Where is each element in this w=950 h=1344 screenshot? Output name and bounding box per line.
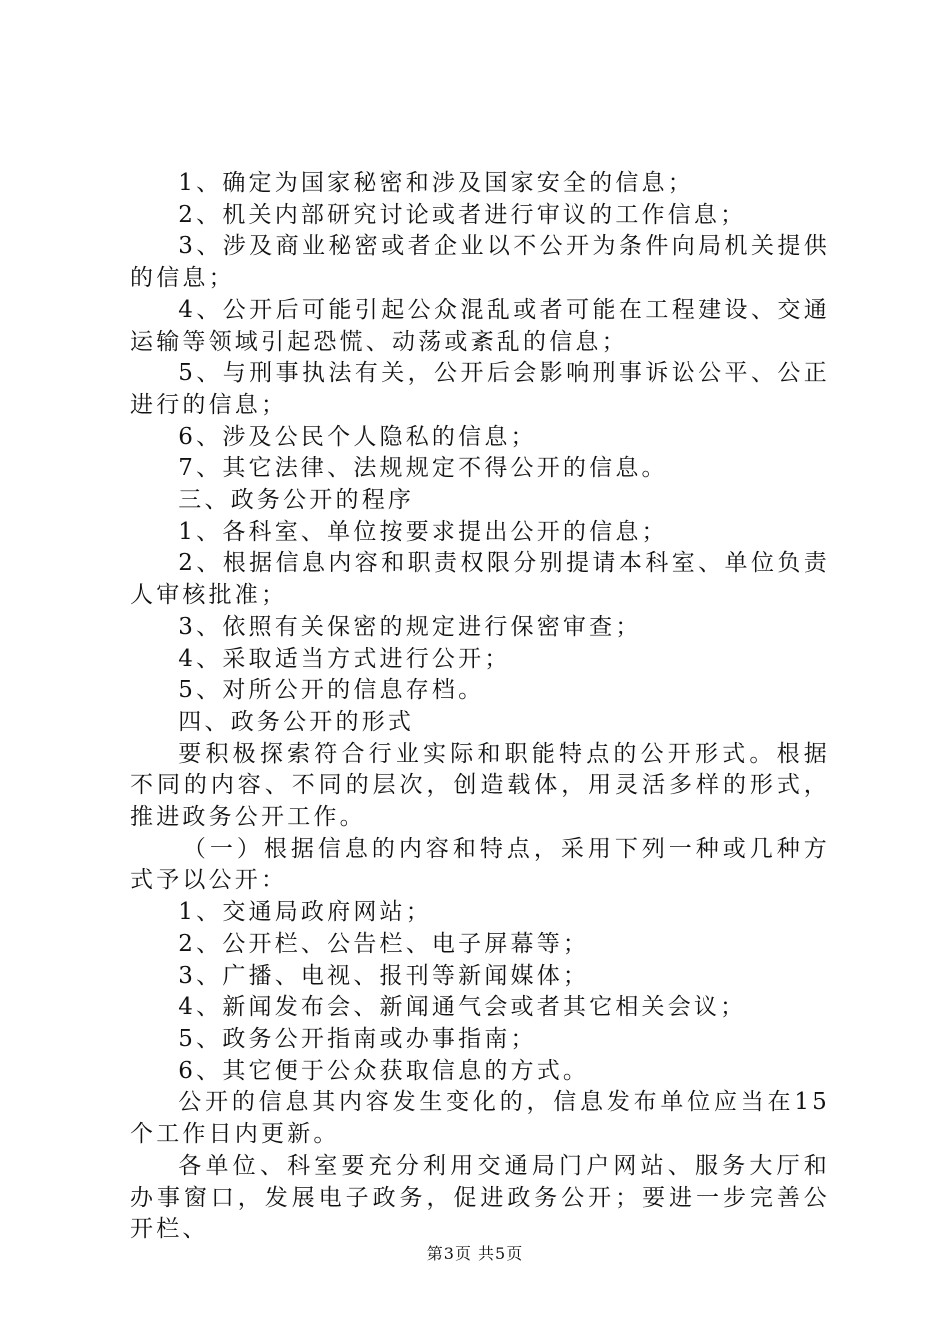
paragraph: 4、公开后可能引起公众混乱或者可能在工程建设、交通运输等领域引起恐慌、动荡或紊乱的信息； [130, 296, 830, 355]
paragraph: 公开的信息其内容发生变化的，信息发布单位应当在15个工作日内更新。 [130, 1089, 830, 1148]
paragraph: 2、公开栏、公告栏、电子屏幕等； [178, 930, 590, 957]
paragraph: 3、依照有关保密的规定进行保密审查； [178, 613, 642, 640]
paragraph: 4、新闻发布会、新闻通气会或者其它相关会议； [178, 994, 747, 1021]
paragraph: 1、交通局政府网站； [178, 899, 432, 926]
paragraph: 各单位、科室要充分利用交通局门户网站、服务大厅和办事窗口，发展电子政务，促进政务公开；要进一步完善公开栏、 [130, 1152, 830, 1243]
paragraph: 5、政务公开指南或办事指南； [178, 1025, 537, 1052]
paragraph: 6、其它便于公众获取信息的方式。 [178, 1057, 590, 1084]
paragraph: 1、确定为国家秘密和涉及国家安全的信息； [178, 170, 694, 196]
paragraph: 5、与刑事执法有关，公开后会影响刑事诉讼公平、公正进行的信息； [130, 360, 830, 418]
section-heading: 三、政务公开的程序 [178, 487, 415, 514]
paragraph: 7、其它法律、法规规定不得公开的信息。 [178, 455, 668, 482]
paragraph: 1、各科室、单位按要求提出公开的信息； [178, 518, 668, 545]
paragraph: 6、涉及公民个人隐私的信息； [178, 423, 537, 450]
paragraph: 3、广播、电视、报刊等新闻媒体； [178, 962, 590, 989]
section-heading: 四、政务公开的形式 [178, 708, 415, 735]
paragraph: 3、涉及商业秘密或者企业以不公开为条件向局机关提供的信息； [130, 233, 830, 292]
paragraph: 要积极探索符合行业实际和职能特点的公开形式。根据不同的内容、不同的层次，创造载体，用灵活多样的形式，推进政务公开工作。 [130, 740, 830, 831]
subsection-heading: （一）根据信息的内容和特点，采用下列一种或几种方式予以公开： [130, 835, 830, 894]
document-body [130, 168, 830, 1246]
paragraph: 5、对所公开的信息存档。 [178, 677, 485, 704]
paragraph: 2、根据信息内容和职责权限分别提请本科室、单位负责人审核批准； [130, 550, 830, 609]
paragraph: 4、采取适当方式进行公开； [178, 645, 511, 672]
paragraph: 2、机关内部研究讨论或者进行审议的工作信息； [178, 201, 747, 228]
page-number-footer: 第3页 共5页 [426, 1244, 524, 1263]
